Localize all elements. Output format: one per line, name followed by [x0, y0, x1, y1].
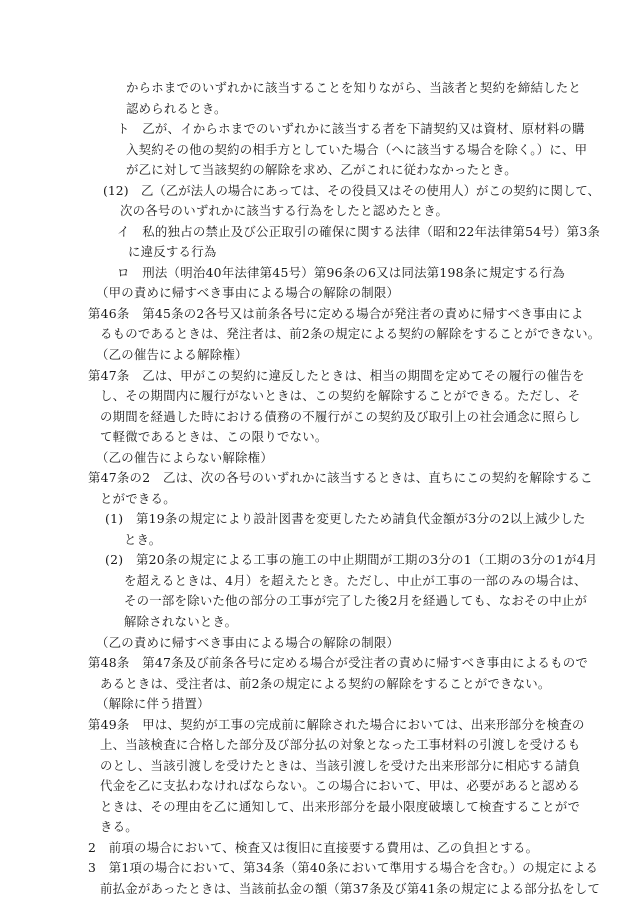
- text-line: 解除されないとき。: [124, 614, 238, 629]
- text-line: からホまでのいずれかに該当することを知りながら、当該者と契約を締結したと: [126, 80, 582, 95]
- text-line: (12) 乙（乙が法人の場合にあっては、その役員又はその使用人）がこの契約に関して、: [103, 184, 600, 198]
- section-heading: （乙の責めに帰すべき事由による場合の解除の制限）: [96, 635, 400, 650]
- text-line: (1) 第19条の規定により設計図書を変更したため請負代金額が3分の2以上減少した: [105, 511, 586, 526]
- text-line: し、その期間内に履行がないときは、この契約を解除することができる。ただし、そ: [100, 388, 581, 403]
- text-line: が乙に対して当該契約の解除を求め、乙がこれに従わなかったとき。: [126, 162, 517, 177]
- text-line: 代金を乙に支払わなければならない。この場合において、甲は、必要があると認める: [100, 778, 581, 793]
- text-line: るものであるときは、発注者は、前2条の規定による契約の解除をすることができない。: [100, 326, 601, 341]
- article-line: 第47条 乙は、甲がこの契約に違反したときは、相当の期間を定めてその履行の催告を: [88, 368, 585, 383]
- text-line: あるときは、受注者は、前2条の規定による契約の解除をすることができない。: [100, 676, 551, 691]
- text-line: て軽微であるときは、この限りでない。: [100, 429, 328, 444]
- text-line: とき。: [124, 532, 162, 547]
- section-heading: （甲の責めに帰すべき事由による場合の解除の制限）: [96, 285, 400, 300]
- text-line: のとし、当該引渡しを受けたときは、当該引渡しを受けた出来形部分に相応する請負: [100, 758, 581, 773]
- text-line: その一部を除いた他の部分の工事が完了した後2月を経過しても、なおその中止が: [124, 593, 588, 608]
- paragraph-line: 3 第1項の場合において、第34条（第40条において準用する場合を含む。）の規定による: [88, 860, 599, 875]
- text-line: の期間を経過した時における債務の不履行がこの契約及び取引上の社会通念に照らし: [100, 409, 581, 424]
- section-heading: （乙の催告による解除権）: [96, 347, 248, 362]
- text-line: 上、当該検査に合格した部分及び部分払の対象となった工事材料の引渡しを受けるも: [100, 737, 581, 752]
- text-line: に違反する行為: [128, 244, 217, 259]
- text-line: 次の各号のいずれかに該当する行為をしたと認めたとき。: [120, 203, 449, 218]
- article-line: 第49条 甲は、契約が工事の完成前に解除された場合においては、出来形部分を検査の: [88, 717, 585, 732]
- text-line: イ 私的独占の禁止及び公正取引の確保に関する法律（昭和22年法律第54号）第3条: [117, 224, 601, 239]
- text-line: 前払金があったときは、当該前払金の額（第37条及び第41条の規定による部分払をして: [100, 881, 601, 896]
- text-line: ときは、その理由を乙に通知して、出来形部分を最小限度破壊して検査することがで: [100, 799, 581, 814]
- article-line: 第47条の2 乙は、次の各号のいずれかに該当するときは、直ちにこの契約を解除するこ: [88, 470, 593, 485]
- section-heading: （解除に伴う措置）: [96, 696, 210, 711]
- article-line: 第48条 第47条及び前条各号に定める場合が受注者の責めに帰すべき事由によるもので: [88, 655, 588, 670]
- text-line: 認められるとき。: [126, 101, 227, 116]
- text-line: (2) 第20条の規定による工事の施工の中止期間が工期の3分の1（工期の3分の1が4月: [105, 552, 598, 567]
- text-line: ロ 刑法（明治40年法律第45号）第96条の6又は同法第198条に規定する行為: [117, 265, 565, 280]
- article-line: 第46条 第45条の2各号又は前条各号に定める場合が発注者の責めに帰すべき事由によ: [88, 306, 584, 321]
- text-line: とができる。: [100, 491, 176, 506]
- section-heading: （乙の催告によらない解除権）: [96, 450, 273, 465]
- text-line: 入契約その他の契約の相手方としていた場合（へに該当する場合を除く。）に、甲: [126, 142, 588, 157]
- text-line: を超えるときは、4月）を超えたとき。ただし、中止が工事の一部のみの場合は、: [124, 573, 587, 588]
- text-line: ト 乙が、イからホまでのいずれかに該当する者を下請契約又は資材、原材料の購: [117, 121, 585, 136]
- text-line: きる。: [100, 819, 138, 834]
- paragraph-line: 2 前項の場合において、検査又は復旧に直接要する費用は、乙の負担とする。: [88, 840, 539, 855]
